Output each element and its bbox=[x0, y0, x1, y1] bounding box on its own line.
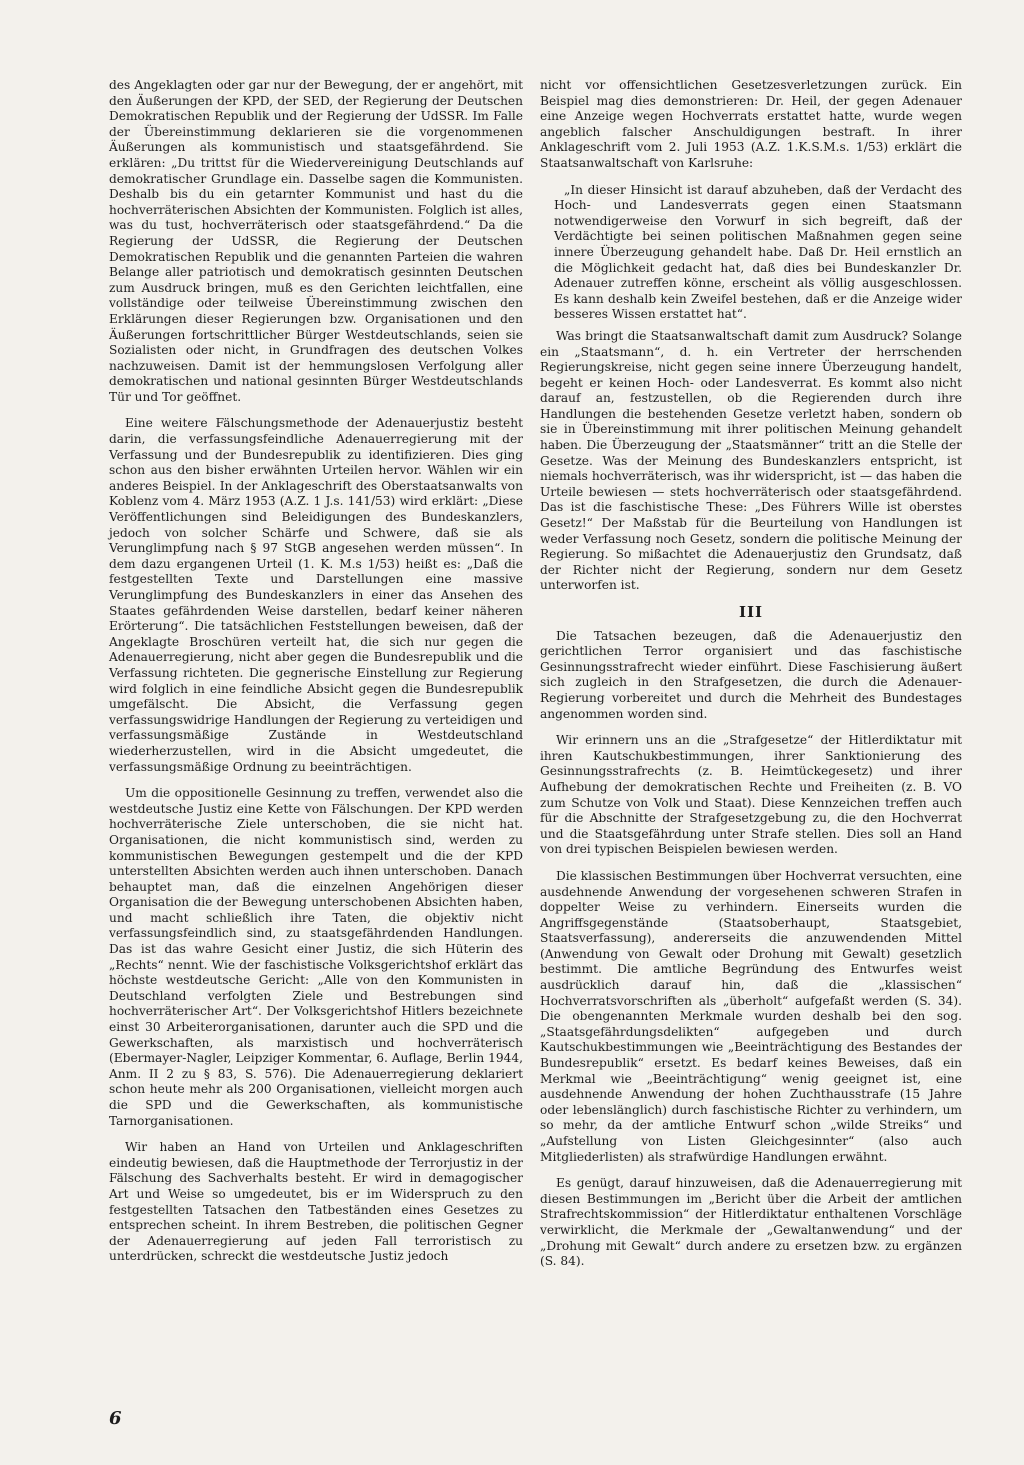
paragraph: Die Tatsachen bezeugen, daß die Adenauerjustiz den gerichtlichen Terror organisiert und das faschistische Gesinnungsstrafrecht wieder einführt. Diese Faschisierung äußert sich zugleich in den Strafgesetzen, die durch die Adenauer-Regierung vorbereitet und durch die Mehrheit des Bundestages angenommen worden sind. bbox=[540, 628, 962, 721]
paragraph: Es genügt, darauf hinzuweisen, daß die Adenauerregierung mit diesen Bestimmungen im „Bericht über die Arbeit der amtlichen Strafrechtskommission“ der Hitlerdiktatur enthaltenen Vorschläge verwirklicht, die Merkmale der „Gewaltanwendung“ und der „Drohung mit Gewalt“ durch andere zu ersetzen bzw. zu ergänzen (S. 84). bbox=[540, 1176, 962, 1269]
right-column bbox=[540, 78, 962, 1281]
block-quote: „In dieser Hinsicht ist darauf abzuheben, daß der Verdacht des Hoch- und Landesverrats gegen einen Staatsmann notwendigerweise den Vorwurf in sich begreift, daß der Verdächtigte bei seinen politischen Maßnahmen gegen seine innere Überzeugung gehandelt habe. Daß Dr. Heil ernstlich an die Möglichkeit gedacht hat, daß dies bei Bundeskanzler Dr. Adenauer zutreffen könne, erscheint als völlig ausgeschlossen. Es kann deshalb kein Zweifel bestehen, daß er die Anzeige wider besseres Wissen erstattet hat“. bbox=[554, 182, 962, 322]
paragraph: nicht vor offensichtlichen Gesetzesverletzungen zurück. Ein Beispiel mag dies demonstrieren: Dr. Heil, der gegen Adenauer eine Anzeige wegen Hochverrats erstattet hatte, wurde wegen angeblich falscher Anschuldigungen bestraft. In ihrer Anklageschrift vom 2. Juli 1953 (A.Z. 1.K.S.M.s. 1/53) erklärt die Staatsanwaltschaft von Karlsruhe: bbox=[540, 78, 962, 170]
section-heading: III bbox=[738, 603, 764, 621]
paragraph: Wir erinnern uns an die „Strafgesetze“ der Hitlerdiktatur mit ihren Kautschukbestimmungen, ihrer Sanktionierung des Gesinnungsstrafrechts (z. B. Heimtückegesetz) und ihrer Aufhebung der demokratischen Rechte und Freiheiten (z. B. VO zum Schutze von Volk und Staat). Diese Kennzeichen treffen auch für die Abschnitte der Strafgesetzgebung zu, die den Hochverrat und die Staatsgefährdung unter Strafe stellen. Dies soll an Hand von drei typischen Beispielen bewiesen werden. bbox=[540, 733, 962, 857]
paragraph: Wir haben an Hand von Urteilen und Anklageschriften eindeutig bewiesen, daß die Hauptmethode der Terrorjustiz in der Fälschung des Sachverhalts besteht. Er wird in demagogischer Art und Weise so umgedeutet, bis er im Widerspruch zu den festgestellten Tatsachen den Tatbeständen eines Gesetzes zu entsprechen scheint. In ihrem Bestreben, die politischen Gegner der Adenauerregierung auf jeden Fall terroristisch zu unterdrücken, schreckt die westdeutsche Justiz jedoch bbox=[109, 1140, 523, 1264]
paragraph: Eine weitere Fälschungsmethode der Adenauerjustiz besteht darin, die verfassungsfeindliche Adenauerregierung mit der Verfassung und der Bundesrepublik zu identifizieren. Dies ging schon aus den bisher erwähnten Urteilen hervor. Wählen wir ein anderes Beispiel. In der Anklageschrift des Oberstaatsanwalts von Koblenz vom 4. März 1953 (A.Z. 1 J.s. 141/53) wird erklärt: „Diese Veröffentlichungen sind Beleidigungen des Bundeskanzlers, jedoch von solcher Schärfe und Schwere, daß sie als Verunglimpfung nach § 97 StGB angesehen werden müssen“. In dem dazu ergangenen Urteil (1. K. M.s 1/53) heißt es: „Daß die festgestellten Texte und Darstellungen eine massive Verunglimpfung des Bundeskanzlers in einer das Ansehen des Staates gefährdenden Weise darstellen, bedarf keiner näheren Erörterung“. Die tatsächlichen Feststellungen beweisen, daß der Angeklagte Broschüren verteilt hat, die sich nur gegen die Adenauerregierung, nicht aber gegen die Bundesrepublik und die Verfassung richteten. Die gegnerische Einstellung zur Regierung wird folglich in eine feindliche Absicht gegen die Bundesrepublik umgefälscht. Die Absicht, die Verfassung gegen verfassungswidrige Handlungen der Regierung zu verteidigen und verfassungsmäßige Zustände in Westdeutschland wiederherzustellen, wird in die Absicht umgedeutet, die verfassungsmäßige Ordnung zu beeinträchtigen. bbox=[109, 416, 523, 774]
paragraph: Was bringt die Staatsanwaltschaft damit zum Ausdruck? Solange ein „Staatsmann“, d. h. ein Vertreter der herrschenden Regierungskreise, nicht gegen seine innere Überzeugung handelt, begeht er keinen Hoch- oder Landesverrat. Es kommt also nicht darauf an, festzustellen, ob die Regierenden durch ihre Handlungen die bestehenden Gesetze verletzt haben, sondern ob sie in Übereinstimmung mit ihrer politischen Meinung gehandelt haben. Die Überzeugung der „Staatsmänner“ tritt an die Stelle der Gesetze. Was der Meinung des Bundeskanzlers entspricht, ist niemals hochverräterisch, was ihr widerspricht, ist — das haben die Urteile bewiesen — stets hochverräterisch oder staatsgefährdend. Das ist die faschistische These: „Des Führers Wille ist oberstes Gesetz!“ Der Maßstab für die Beurteilung von Handlungen ist weder Verfassung noch Gesetz, sondern die politische Meinung der Regierung. So mißachtet die Adenauerjustiz den Grundsatz, daß der Richter nicht der Regierung, sondern nur dem Gesetz unterworfen ist. bbox=[540, 328, 962, 593]
paragraph: des Angeklagten oder gar nur der Bewegung, der er angehört, mit den Äußerungen der KPD, der SED, der Regierung der Deutschen Demokratischen Republik und der Regierung der UdSSR. Im Falle der Übereinstimmung deklarieren sie die vorgenommenen Äußerungen als kommunistisch und staatsgefährdend. Sie erklären: „Du trittst für die Wiedervereinigung Deutschlands auf demokratischer Grundlage ein. Dasselbe sagen die Kommunisten. Deshalb bis du ein getarnter Kommunist und hast du die hochverräterischen Absichten der Kommunisten. Folglich ist alles, was du tust, hochverräterisch oder staatsgefährdend.“ Da die Regierung der UdSSR, die Regierung der Deutschen Demokratischen Republik und die genannten Parteien die wahren Belange aller patriotisch und demokratisch gesinnten Deutschen zum Ausdruck bringen, muß es den Gerichten leichtfallen, eine vollständige oder teilweise Übereinstimmung zwischen den Erklärungen dieser Regierungen bzw. Organisationen und den Äußerungen fortschrittlicher Bürger Westdeutschlands, seien sie Sozialisten oder nicht, in Grundfragen des deutschen Volkes nachzuweisen. Damit ist der hemmungslosen Verfolgung aller demokratischen und national gesinnten Bürger Westdeutschlands Tür und Tor geöffnet. bbox=[109, 78, 523, 404]
paragraph: Die klassischen Bestimmungen über Hochverrat versuchten, eine ausdehnende Anwendung der vorgesehenen schweren Strafen in doppelter Weise zu verhindern. Einerseits wurden die Angriffsgegenstände (Staatsoberhaupt, Staatsgebiet, Staatsverfassung), andererseits die anzuwendenden Mittel (Anwendung von Gewalt oder Drohung mit Gewalt) gesetzlich bestimmt. Die amtliche Begründung des Entwurfes weist ausdrücklich darauf hin, daß die „klassischen“ Hochverratsvorschriften als „überholt“ aufgefaßt werden (S. 34). Die obengenannten Merkmale wurden deshalb bei den sog. „Staatsgefährdungsdelikten“ aufgegeben und durch Kautschukbestimmungen wie „Beeinträchtigung des Bestandes der Bundesrepublik“ ersetzt. Es bedarf keines Beweises, daß ein Merkmal wie „Beeinträchtigung“ wenig geeignet ist, eine ausdehnende Anwendung der hohen Zuchthausstrafe (15 Jahre oder lebenslänglich) durch faschistische Richter zu verhindern, um so mehr, da der amtliche Entwurf schon „wilde Streiks“ und „Aufstellung von Listen Gleichgesinnter“ (also auch Mitgliederlisten) als strafwürdige Handlungen erwähnt. bbox=[540, 868, 962, 1164]
paragraph: Um die oppositionelle Gesinnung zu treffen, verwendet also die westdeutsche Justiz eine Kette von Fälschungen. Der KPD werden hochverräterische Ziele unterschoben, die sie nicht hat. Organisationen, die nicht kommunistisch sind, werden zu kommunistischen Bewegungen gestempelt und die der KPD unterstellten Absichten werden auch ihnen unterschoben. Danach behauptet man, daß die einzelnen Angehörigen dieser Organisation die der Bewegung unterschobenen Absichten haben, und macht schließlich ihre Taten, die objektiv nicht verfassungsfeindlich sind, zu staatsgefährdenden Handlungen. Das ist das wahre Gesicht einer Justiz, die sich Hüterin des „Rechts“ nennt. Wie der faschistische Volksgerichtshof erklärt das höchste westdeutsche Gericht: „Alle von den Kommunisten in Deutschland verfolgten Ziele und Bestrebungen sind hochverräterischer Art“. Der Volksgerichtshof Hitlers bezeichnete einst 30 Arbeiterorganisationen, darunter auch die SPD und die Gewerkschaften, als marxistisch und hochverräterisch (Ebermayer-Nagler, Leipziger Kommentar, 6. Auflage, Berlin 1944, Anm. II 2 zu § 83, S. 576). Die Adenauerregierung deklariert schon heute mehr als 200 Organisationen, vielleicht morgen auch die SPD und die Gewerkschaften, als kommunistische Tarnorganisationen. bbox=[109, 786, 523, 1128]
page-number: 6 bbox=[109, 1408, 122, 1429]
left-column bbox=[109, 78, 523, 1276]
